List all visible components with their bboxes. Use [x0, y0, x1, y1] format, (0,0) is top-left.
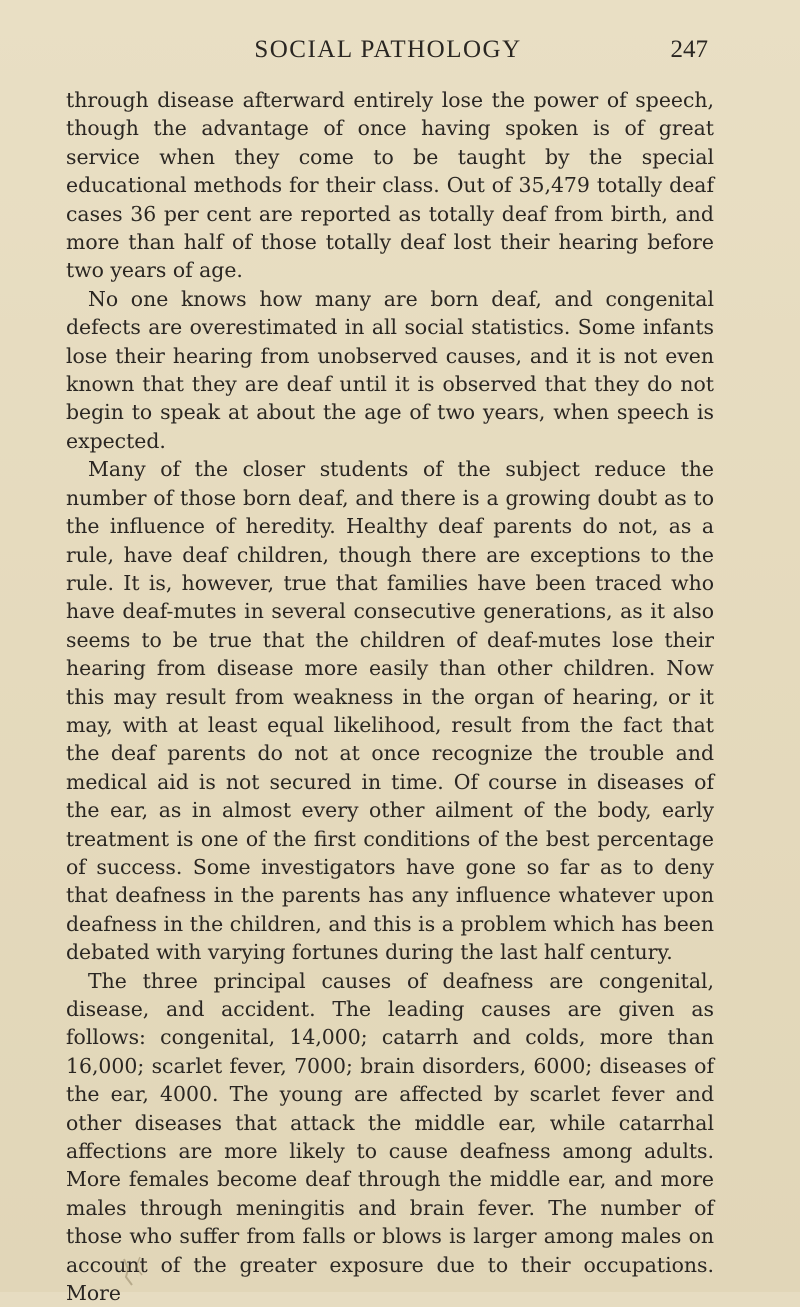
- paragraph: The three principal causes of deafness are congenital, disease, and accident. The leading causes are given as follows: congenital, 14,000; catarrh and colds, more than 16,000; scarlet fever, 7000; brain disorders, 6000; diseases of the ear, 4000. The young are affected by scarlet fever and other diseases that attack the middle ear, while catarrhal affections are more likely to cause deafness among adults. More females become deaf through the middle ear, and more males through meningitis and brain fever. The number of those who suffer from falls or blows is larger among males on account of the greater exposure due to their occupations. More: [66, 968, 714, 1306]
- ink-smudge: [118, 1255, 152, 1287]
- paragraph: through disease afterward entirely lose the power of speech, though the advantage of once having spoken is of great service when they come to be taught by the special educational methods for their class. Out of 35,479 totally deaf cases 36 per cent are reported as totally deaf from birth, and more than half of those totally deaf lost their hearing before two years of age.: [66, 88, 714, 283]
- body-text: [66, 86, 714, 1307]
- paragraph: Many of the closer students of the subject reduce the number of those born deaf, and there is a growing doubt as to the influence of heredity. Healthy deaf parents do not, as a rule, have deaf children, though there are exceptions to the rule. It is, however, true that families have been traced who have deaf-mutes in several consecutive generations, as it also seems to be true that the children of deaf-mutes lose their hearing from disease more easily than other children. Now this may result from weakness in the organ of hearing, or it may, with at least equal likelihood, result from the fact that the deaf parents do not at once recognize the trouble and medical aid is not secured in time. Of course in diseases of the ear, as in almost every other ailment of the body, early treatment is one of the first conditions of the best percentage of success. Some investigators have gone so far as to deny that deafness in the parents has any influence whatever upon deafness in the children, and this is a problem which has been debated with varying fortunes during the last half century.: [66, 457, 714, 965]
- page-header: [68, 36, 708, 76]
- page-number: 247: [670, 36, 708, 63]
- paragraph: No one knows how many are born deaf, and congenital defects are overestimated in all social statistics. Some infants lose their hearing from unobserved causes, and it is not even known that they are deaf until it is observed that they do not begin to speak at about the age of two years, when speech is expected.: [66, 286, 714, 453]
- running-head: SOCIAL PATHOLOGY: [254, 36, 522, 63]
